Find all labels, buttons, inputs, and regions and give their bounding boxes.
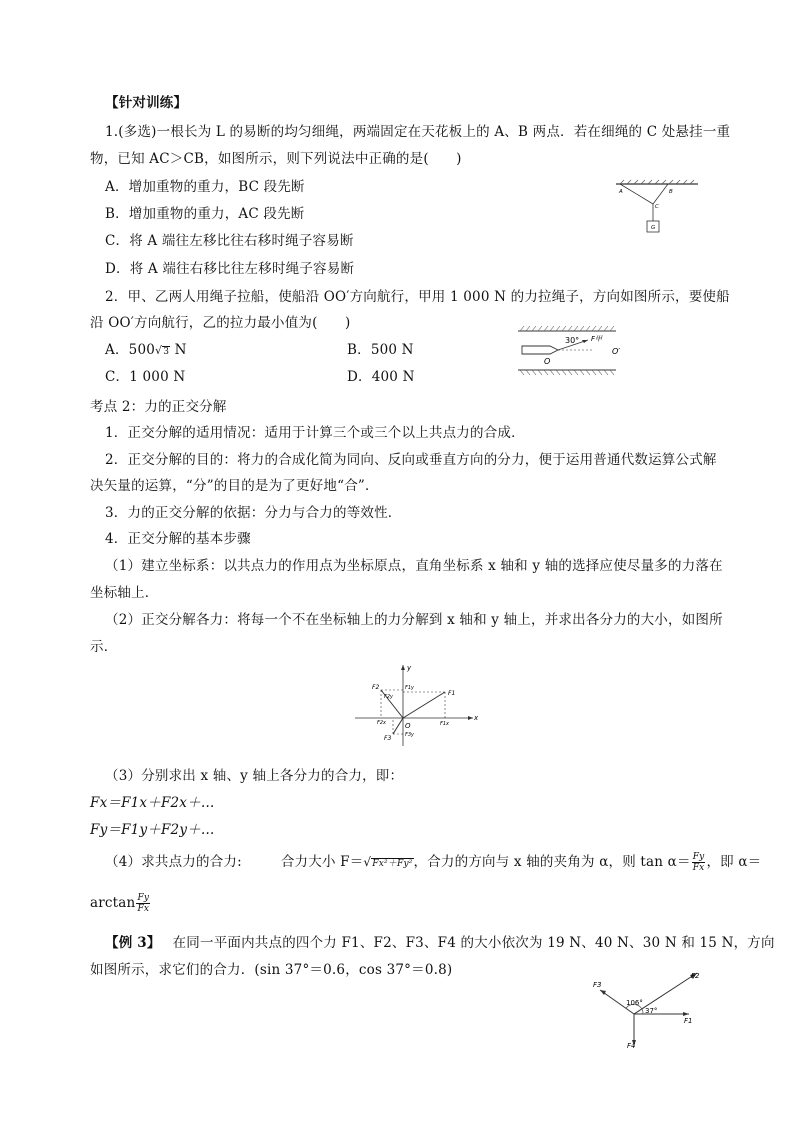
ex3-f4-label: F4 xyxy=(627,1042,636,1050)
q1-stem-line1: 1.(多选)一根长为 L 的易断的均匀细绳，两端固定在天花板上的 A、B 两点．若在细绳的 C 处悬挂一重 xyxy=(105,124,731,140)
decomp-f2x-label: F2x xyxy=(377,720,387,726)
q1-stem-line2: 物，已知 AC＞CB，如图所示，则下列说法中正确的是( ) xyxy=(90,151,462,167)
decomposition-figure xyxy=(353,662,481,748)
kp2-arctan-fraction: $\frac{Fy}{Fx}$ xyxy=(137,893,150,914)
kp2-step2-line2: 示． xyxy=(90,639,118,655)
kp2-p2-line1: 2．正交分解的目的：将力的合成化简为同向、反向或垂直方向的分力，便于运用普通代数运算公式解 xyxy=(105,452,717,468)
example3-line1 xyxy=(105,933,775,953)
q1-figure xyxy=(612,178,704,240)
example3-text: 在同一平面内共点的四个力 F1、F2、F3、F4 的大小依次为 19 N、40 N、30 N 和 15 N，方向 xyxy=(172,935,775,951)
decomp-f1x-label: F1x xyxy=(440,721,450,727)
q1-fig-label-b: B xyxy=(669,189,673,195)
decomp-f2y-label: F2y xyxy=(384,694,394,700)
ex3-angle-37: 37° xyxy=(645,1007,658,1015)
q2-option-c: C．1 000 N xyxy=(105,369,186,385)
q2-stem-line2: 沿 OO′方向航行，乙的拉力最小值为( ) xyxy=(90,315,351,331)
decomp-f1-label: F1 xyxy=(448,690,456,697)
kp2-step1-line1: （1）建立坐标系：以共点力的作用点为坐标原点，直角坐标系 x 轴和 y 轴的选择应使尽量多的力落在 xyxy=(105,558,723,574)
example3-figure xyxy=(585,965,715,1055)
q1-fig-label-c: C xyxy=(655,204,659,210)
q2-fig-angle: 30° xyxy=(565,336,580,345)
kp2-arctan-line xyxy=(90,893,151,914)
q1-option-d: D．将 A 端往右移比往左移时绳子容易断 xyxy=(105,261,355,277)
decomp-f1y-label: F1y xyxy=(405,685,415,691)
kp2-step1-line2: 坐标轴上． xyxy=(90,585,159,601)
kp2-step4-root: Fx²＋Fy² xyxy=(372,859,413,869)
kp2-p1: 1．正交分解的适用情况：适用于计算三个或三个以上共点力的合成． xyxy=(105,425,525,441)
kp2-p4: 4．正交分解的基本步骤 xyxy=(105,531,251,547)
q1-option-b: B．增加重物的重力，AC 段先断 xyxy=(105,206,305,222)
kp2-step4-alpha: ，即 α＝ xyxy=(706,854,762,870)
ex3-angle-106: 106° xyxy=(626,999,643,1007)
kp2-arctan: arctan xyxy=(90,895,136,911)
q2-option-d: D．400 N xyxy=(347,369,415,385)
kp2-step4-magnitude: 合力大小 F＝ xyxy=(280,854,364,870)
section-title: 【针对训练】 xyxy=(105,95,188,111)
ex3-f1-label: F1 xyxy=(684,1017,693,1025)
q1-fig-label-g: G xyxy=(651,225,656,231)
q2-fig-o: O xyxy=(544,357,551,366)
kp2-p2-line2: 决矢量的运算，“分”的目的是为了更好地“合”． xyxy=(90,478,379,494)
decomp-x-label: x xyxy=(474,714,479,722)
kp2-fy-equation: Fy＝F1y＋F2y＋… xyxy=(90,822,215,838)
kp2-tan-fraction: $\frac{Fy}{Fx}$ xyxy=(692,852,705,873)
kp2-step4-head: （4）求共点力的合力: xyxy=(105,854,242,870)
decomp-f3-label: F3 xyxy=(384,735,392,742)
kp2-step4-tan: ，合力的方向与 x 轴的夹角为 α，则 tan α＝ xyxy=(413,854,691,870)
q2-fig-o-prime: O′ xyxy=(612,347,621,356)
q2-stem-line1: 2．甲、乙两人用绳子拉船，使船沿 OO′方向航行，甲用 1 000 N 的力拉绳子，方向如图所示，要使船 xyxy=(105,289,730,305)
kp2-step2-line1: （2）正交分解各力：将每一个不在坐标轴上的力分解到 x 轴和 y 轴上，并求出各分力的大小，如图所 xyxy=(105,612,723,628)
decomp-y-label: y xyxy=(407,664,412,672)
decomp-f2-label: F2 xyxy=(372,684,380,691)
kp2-step4-line1: （4）求共点力的合力: 合力大小 F＝√Fx²＋Fy²，合力的方向与 x 轴的夹角为 α，则 tan α＝ $\frac{Fy}{Fx}$ ，即 α＝ xyxy=(105,852,762,873)
q1-fig-label-a: A xyxy=(619,189,623,195)
decomp-origin-label: O xyxy=(405,722,411,730)
kp2-fx-equation: Fx＝F1x＋F2x＋… xyxy=(90,795,215,811)
q2-fig-force-label: F甲 xyxy=(591,335,603,343)
q2-option-b: B．500 N xyxy=(347,342,414,358)
decomp-f3y-label: F3y xyxy=(405,732,415,738)
kp2-p3: 3．力的正交分解的依据：分力与合力的等效性． xyxy=(105,505,402,521)
example3-line2: 如图所示，求它们的合力．(sin 37°＝0.6，cos 37°＝0.8) xyxy=(90,962,453,978)
kp2-title: 考点 2：力的正交分解 xyxy=(90,399,227,415)
kp2-step3: （3）分别求出 x 轴、y 轴上各分力的合力，即： xyxy=(105,768,404,784)
ex3-f3-label: F3 xyxy=(593,981,602,989)
q2-figure xyxy=(514,323,629,381)
q1-option-c: C．将 A 端往左移比往右移时绳子容易断 xyxy=(105,233,354,249)
example3-tag: 【例 3】 xyxy=(105,935,161,951)
q1-option-a: A．增加重物的重力，BC 段先断 xyxy=(105,179,305,195)
q2-option-a: A．500√3 N xyxy=(105,342,187,358)
ex3-f2-label: F2 xyxy=(691,972,700,980)
